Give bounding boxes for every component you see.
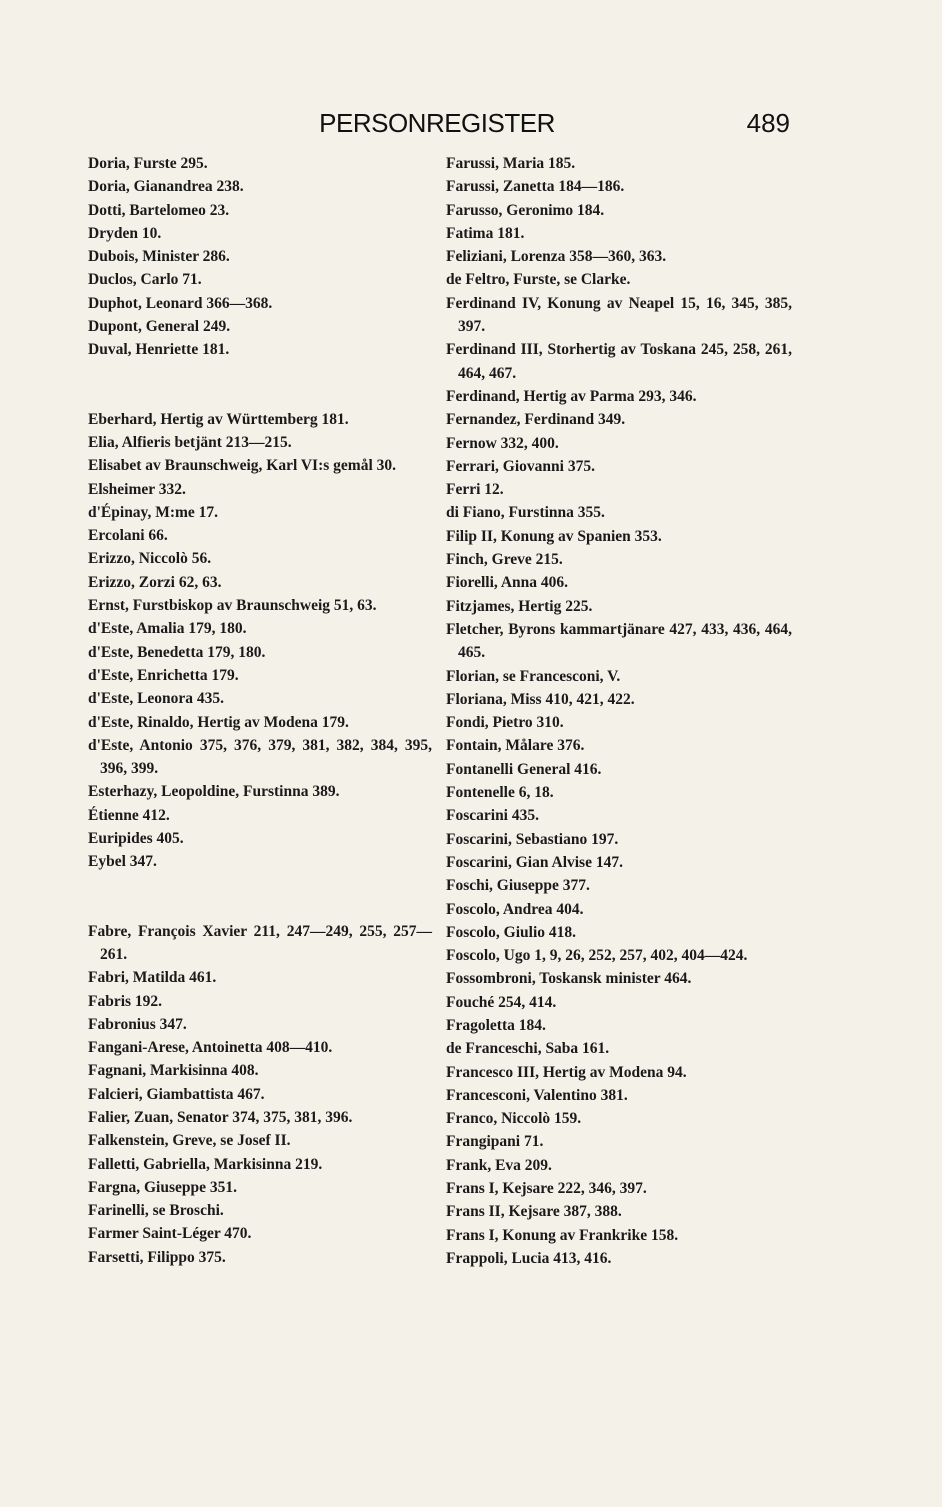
- index-entry: Ferdinand IV, Konung av Neapel 15, 16, 345, 385, 397.: [446, 294, 792, 336]
- index-entry: Eberhard, Hertig av Württemberg 181.: [88, 410, 349, 428]
- page-title: PERSONREGISTER: [319, 108, 555, 138]
- index-entry: Fragoletta 184.: [446, 1016, 546, 1034]
- index-entry: d'Este, Leonora 435.: [88, 690, 225, 708]
- group-divider: [88, 874, 432, 920]
- index-entry: Foscarini 435.: [446, 807, 539, 825]
- index-entry: Feliziani, Lorenza 358—360, 363.: [446, 248, 667, 266]
- index-entry: Falier, Zuan, Senator 374, 375, 381, 396.: [88, 1108, 353, 1126]
- index-entry: Fossombroni, Toskansk minister 464.: [446, 970, 692, 988]
- group-divider: [88, 362, 432, 408]
- index-entry: Fouché 254, 414.: [446, 993, 557, 1011]
- index-entry: Fontanelli General 416.: [446, 760, 602, 778]
- index-entry: Ferdinand III, Storhertig av Toskana 245, 258, 261, 464, 467.: [446, 341, 792, 382]
- index-entry: Francesco III, Hertig av Modena 94.: [446, 1063, 687, 1081]
- index-entry: Foschi, Giuseppe 377.: [446, 877, 590, 895]
- index-entry: Dryden 10.: [88, 224, 162, 242]
- page-number: 489: [746, 108, 790, 138]
- index-entry: d'Este, Benedetta 179, 180.: [88, 643, 266, 661]
- index-entry: Fabre, François Xavier 211, 247—249, 255, 257—261.: [88, 922, 432, 963]
- index-entry: Foscolo, Andrea 404.: [446, 900, 584, 918]
- index-entry: de Franceschi, Saba 161.: [446, 1040, 610, 1058]
- index-entry: Ferdinand, Hertig av Parma 293, 346.: [446, 387, 697, 405]
- index-entry: Frank, Eva 209.: [446, 1156, 552, 1174]
- index-entry: Frangipani 71.: [446, 1133, 544, 1151]
- index-entry: d'Este, Antonio 375, 376, 379, 381, 382, 384, 395, 396, 399.: [88, 736, 432, 778]
- index-entry: Frans II, Kejsare 387, 388.: [446, 1203, 622, 1221]
- index-entry: Fangani-Arese, Antoinetta 408—410.: [88, 1039, 333, 1057]
- right-group-f: [446, 152, 792, 1270]
- index-entry: d'Este, Enrichetta 179.: [88, 666, 239, 684]
- index-entry: Ernst, Furstbiskop av Braunschweig 51, 63.: [88, 597, 377, 615]
- index-entry: Farusso, Geronimo 184.: [446, 201, 605, 219]
- index-entry: Fletcher, Byrons kammartjänare 427, 433, 436, 464, 465.: [446, 620, 792, 662]
- index-entry: Farussi, Maria 185.: [446, 155, 576, 172]
- index-entry: Erizzo, Niccolò 56.: [88, 550, 212, 568]
- index-entry: Foscarini, Sebastiano 197.: [446, 830, 619, 848]
- index-entry: Farinelli, se Broschi.: [88, 1202, 224, 1220]
- index-entry: d'Este, Amalia 179, 180.: [88, 620, 247, 638]
- index-entry: Farmer Saint-Léger 470.: [88, 1225, 252, 1243]
- index-entry: Frans I, Konung av Frankrike 158.: [446, 1226, 679, 1244]
- index-entry: Fitzjames, Hertig 225.: [446, 597, 593, 615]
- index-entry: Duclos, Carlo 71.: [88, 271, 202, 289]
- index-entry: Dotti, Bartelomeo 23.: [88, 201, 230, 219]
- index-entry: Euripides 405.: [88, 830, 184, 848]
- index-entry: Dupont, General 249.: [88, 318, 231, 336]
- index-entry: Foscolo, Giulio 418.: [446, 923, 577, 941]
- index-entry: Florian, se Francesconi, V.: [446, 667, 621, 685]
- index-entry: Ferri 12.: [446, 481, 504, 499]
- index-entry: Fabri, Matilda 461.: [88, 969, 217, 987]
- index-entry: Falkenstein, Greve, se Josef II.: [88, 1132, 291, 1150]
- index-entry: Floriana, Miss 410, 421, 422.: [446, 690, 635, 708]
- index-entry: Farsetti, Filippo 375.: [88, 1248, 226, 1266]
- index-entry: Fontain, Målare 376.: [446, 737, 585, 755]
- index-entry: Fernow 332, 400.: [446, 434, 559, 452]
- index-entry: Fernandez, Ferdinand 349.: [446, 411, 626, 429]
- left-group-d: [88, 152, 432, 362]
- index-entry: Fabronius 347.: [88, 1015, 187, 1033]
- index-entry: Filip II, Konung av Spanien 353.: [446, 527, 662, 545]
- index-entry: Frappoli, Lucia 413, 416.: [446, 1249, 612, 1267]
- index-entry: Ferrari, Giovanni 375.: [446, 457, 595, 475]
- index-entry: Dubois, Minister 286.: [88, 248, 230, 266]
- index-entry: Ercolani 66.: [88, 527, 168, 545]
- index-entry: Fargna, Giuseppe 351.: [88, 1178, 237, 1196]
- index-entry: Franco, Niccolò 159.: [446, 1110, 582, 1128]
- index-entry: Elisabet av Braunschweig, Karl VI:s gemål 30.: [88, 457, 396, 475]
- left-group-f: [88, 920, 432, 1269]
- index-entry: Francesconi, Valentino 381.: [446, 1086, 628, 1104]
- index-entry: Finch, Greve 215.: [446, 551, 563, 569]
- index-entry: Fatima 181.: [446, 224, 525, 242]
- index-entry: Esterhazy, Leopoldine, Furstinna 389.: [88, 783, 340, 801]
- index-entry: Fabris 192.: [88, 992, 163, 1010]
- index-entry: Fondi, Pietro 310.: [446, 714, 564, 732]
- index-entry: Elia, Alfieris betjänt 213—215.: [88, 433, 292, 451]
- index-entry: Falcieri, Giambattista 467.: [88, 1085, 265, 1103]
- index-entry: Farussi, Zanetta 184—186.: [446, 178, 625, 196]
- index-entry: de Feltro, Furste, se Clarke.: [446, 271, 631, 289]
- index-entry: Eybel 347.: [88, 853, 157, 871]
- left-column: [88, 152, 432, 1269]
- index-entry: Falletti, Gabriella, Markisinna 219.: [88, 1155, 323, 1173]
- left-group-e: [88, 408, 432, 874]
- index-entry: Fiorelli, Anna 406.: [446, 574, 569, 592]
- index-entry: Foscarini, Gian Alvise 147.: [446, 853, 623, 871]
- index-entry: di Fiano, Furstinna 355.: [446, 504, 605, 522]
- index-entry: d'Este, Rinaldo, Hertig av Modena 179.: [88, 713, 349, 731]
- index-entry: Fontenelle 6, 18.: [446, 784, 554, 802]
- index-entry: Doria, Furste 295.: [88, 155, 208, 172]
- index-entry: d'Épinay, M:me 17.: [88, 503, 219, 521]
- index-entry: Fagnani, Markisinna 408.: [88, 1062, 259, 1080]
- index-entry: Étienne 412.: [88, 806, 170, 824]
- index-entry: Duval, Henriette 181.: [88, 341, 230, 359]
- right-column: [446, 152, 792, 1270]
- index-entry: Duphot, Leonard 366—368.: [88, 294, 273, 312]
- index-entry: Erizzo, Zorzi 62, 63.: [88, 573, 222, 591]
- index-entry: Doria, Gianandrea 238.: [88, 178, 244, 196]
- index-entry: Frans I, Kejsare 222, 346, 397.: [446, 1180, 647, 1198]
- index-entry: Elsheimer 332.: [88, 480, 186, 498]
- index-entry: Foscolo, Ugo 1, 9, 26, 252, 257, 402, 404—424.: [446, 947, 748, 965]
